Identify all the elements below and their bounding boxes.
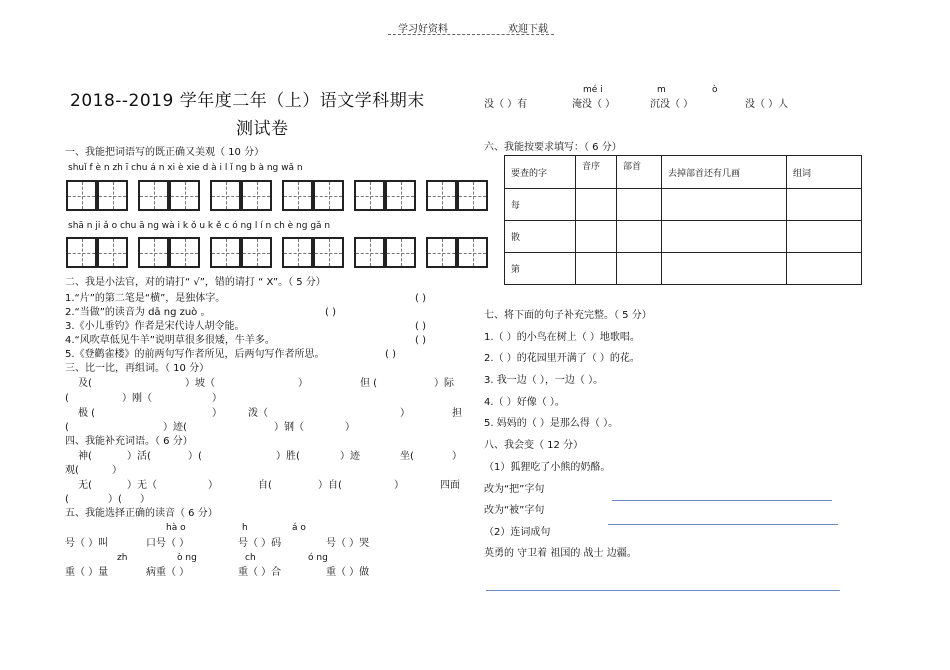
idiom-cell: ）无（ <box>127 480 157 491</box>
section-5-heading: 五、我能选择正确的读音（ 6 分） <box>65 508 218 519</box>
writing-box[interactable] <box>241 237 272 268</box>
compare-cell: ）迹( <box>163 422 187 433</box>
answer-line[interactable] <box>608 524 838 525</box>
table-header: 音序 <box>576 156 617 189</box>
table-cell[interactable] <box>787 189 862 221</box>
judge-item-1: 1.“片”的第二笔是“横”，是独体字。 <box>65 293 226 304</box>
answer-line[interactable] <box>486 590 840 591</box>
writing-box[interactable] <box>426 180 457 211</box>
page-title: 2018--2019 学年度二年（上）语文学科期末 <box>70 91 425 111</box>
writing-box[interactable] <box>282 237 313 268</box>
compare-cell: 担 <box>452 408 462 419</box>
judge-mark-4[interactable]: ( ) <box>415 335 426 346</box>
compare-cell: 极 ( <box>78 408 96 419</box>
sub-question-2: （2）连词成句 <box>484 527 551 538</box>
judge-item-5: 5.《登鹳雀楼》的前两句写作者所见，后两句写作者所思。 <box>65 349 325 360</box>
idiom-cell: ）迹 <box>340 451 360 462</box>
table-cell[interactable] <box>787 221 862 253</box>
pinyin-row-1: shuǐ f è n zh ī chu á n xi è xie d à i l ǐ ng b à ng wǎ n <box>68 163 303 173</box>
reading-item: 重（ ）合 <box>238 567 282 578</box>
table-row-char: 第 <box>505 253 576 285</box>
table-row-char: 每 <box>505 189 576 221</box>
word-list: 英勇的 守卫着 祖国的 战士 边疆。 <box>484 548 637 559</box>
compare-cell: ） <box>345 422 355 433</box>
table-cell[interactable] <box>576 253 617 285</box>
judge-item-3: 3.《小儿垂钓》作者是宋代诗人胡令能。 <box>65 321 245 332</box>
table-cell[interactable] <box>662 221 787 253</box>
section-7-heading: 七、将下面的句子补充完整。（ 5 分） <box>484 310 652 321</box>
idiom-cell: 神( <box>78 451 92 462</box>
idiom-cell: ） <box>208 480 218 491</box>
table-cell[interactable] <box>662 189 787 221</box>
idiom-cell: 自( <box>258 480 272 491</box>
compare-cell: ）钢（ <box>274 422 304 433</box>
pinyin-row-2: shā n ji ǎ o chu ā ng wà i k ǒ u k ě c ó ng l í n ch è ng gǎ n <box>68 221 331 231</box>
pinyin-hao2: h <box>242 523 248 533</box>
judge-item-4: 4.“风吹草低见牛羊”说明草很多很矮，牛羊多。 <box>65 335 275 346</box>
reading-item: 重（ ）做 <box>326 567 370 578</box>
idiom-cell: ）自( <box>318 480 342 491</box>
pinyin-chong2: ó ng <box>308 553 328 563</box>
idiom-cell: 观( <box>65 465 79 476</box>
idiom-cell: ( <box>65 494 69 505</box>
sentence-item-4: 4.（ ）好像（ ）。 <box>484 397 565 408</box>
reading-item: 没（ ）有 <box>484 99 528 110</box>
sentence-item-2: 2.（ ）的花园里开满了（ ）的花。 <box>484 353 640 364</box>
reading-item: 淹没（ ） <box>572 99 616 110</box>
compare-cell: ）际 <box>434 378 454 389</box>
reading-item: 重（ ）量 <box>65 567 109 578</box>
idiom-cell: ） <box>452 451 462 462</box>
table-header: 去掉部首还有几画 <box>662 156 787 189</box>
compare-cell: ） <box>212 408 222 419</box>
compare-cell: ） <box>212 393 222 404</box>
writing-box[interactable] <box>169 180 200 211</box>
table-cell[interactable] <box>617 253 662 285</box>
writing-box[interactable] <box>457 180 488 211</box>
writing-box[interactable] <box>241 180 272 211</box>
judge-item-2: 2.“当做”的读音为 dā ng zuò 。 <box>65 307 211 318</box>
writing-box[interactable] <box>66 180 97 211</box>
writing-box[interactable] <box>138 237 169 268</box>
bei-sentence-label: 改为“被”字句 <box>484 505 545 516</box>
table-header: 部首 <box>617 156 662 189</box>
judge-mark-1[interactable]: ( ) <box>415 293 426 304</box>
table-header: 要查的字 <box>505 156 576 189</box>
idiom-cell: ） <box>394 480 404 491</box>
compare-cell: 及( <box>78 378 92 389</box>
judge-mark-3[interactable]: ( ) <box>415 321 426 332</box>
writing-box[interactable] <box>169 237 200 268</box>
idiom-cell: ）活( <box>127 451 151 462</box>
writing-box[interactable] <box>426 237 457 268</box>
writing-box[interactable] <box>282 180 313 211</box>
idiom-cell: 坐( <box>400 451 414 462</box>
header-rule <box>388 34 554 35</box>
reading-item: 口号（ ） <box>146 538 190 549</box>
idiom-cell: ） <box>140 494 150 505</box>
section-8-heading: 八、我会变（ 12 分） <box>484 440 584 451</box>
table-cell[interactable] <box>576 221 617 253</box>
reading-item: 沉没（ ） <box>650 99 694 110</box>
compare-cell: ）坡（ <box>185 378 215 389</box>
pinyin-mo1: m <box>657 85 666 95</box>
compare-cell: 泼（ <box>248 408 268 419</box>
sentence-item-3: 3. 我一边（ ），一边（ ）。 <box>484 375 604 386</box>
compare-cell: ( <box>65 422 69 433</box>
section-6-heading: 六、我能按要求填写：（ 6 分） <box>484 142 622 153</box>
pinyin-hao3: á o <box>292 523 306 533</box>
reading-item: 号（ ）叫 <box>65 538 109 549</box>
idiom-cell: 无( <box>78 480 92 491</box>
compare-cell: ( <box>65 393 69 404</box>
idiom-cell: 四面 <box>440 480 460 491</box>
writing-box[interactable] <box>385 180 416 211</box>
table-row-char: 散 <box>505 221 576 253</box>
answer-line[interactable] <box>612 500 832 501</box>
idiom-cell: ） <box>112 465 122 476</box>
writing-box[interactable] <box>354 237 385 268</box>
header-right: 欢迎下载 <box>508 24 548 35</box>
section-3-heading: 三、比一比，再组词。（ 10 分） <box>65 363 210 374</box>
section-2-heading: 二、我是小法官，对的请打“ √”，错的请打 “ X”。（ 5 分） <box>65 277 326 288</box>
reading-item: 病重（ ） <box>146 567 190 578</box>
writing-box[interactable] <box>354 180 385 211</box>
writing-box[interactable] <box>313 237 344 268</box>
writing-box[interactable] <box>66 237 97 268</box>
reading-item: 号（ ）码 <box>238 538 282 549</box>
idiom-cell: ）( <box>188 451 202 462</box>
writing-box[interactable] <box>97 237 128 268</box>
writing-box[interactable] <box>313 180 344 211</box>
sub-question-1: （1）狐狸吃了小熊的奶酪。 <box>484 462 611 473</box>
page-title-line2: 测试卷 <box>236 119 289 139</box>
judge-mark-2[interactable]: ( ) <box>325 307 336 318</box>
header-left: 学习好资料 <box>398 24 448 35</box>
dictionary-table <box>504 155 862 285</box>
table-cell[interactable] <box>787 253 862 285</box>
compare-cell: 但 ( <box>360 378 378 389</box>
compare-cell: ） <box>400 408 410 419</box>
pinyin-chong1: ch <box>245 553 256 563</box>
writing-box[interactable] <box>457 237 488 268</box>
table-header: 组词 <box>787 156 862 189</box>
ba-sentence-label: 改为“把”字句 <box>484 484 545 495</box>
idiom-cell: ）( <box>108 494 122 505</box>
reading-item: 没（ ）人 <box>745 99 789 110</box>
writing-box[interactable] <box>210 237 241 268</box>
table-cell[interactable] <box>617 189 662 221</box>
judge-mark-5[interactable]: ( ) <box>385 349 396 360</box>
writing-box[interactable] <box>210 180 241 211</box>
writing-box[interactable] <box>385 237 416 268</box>
pinyin-zhong2: ò ng <box>177 553 197 563</box>
compare-cell: ）刚（ <box>122 393 152 404</box>
section-4-heading: 四、我能补充词语。（ 6 分） <box>65 436 193 447</box>
section-1-heading: 一、我能把词语写的既正确又美观（ 10 分） <box>65 147 265 158</box>
pinyin-hao1: hà o <box>166 523 186 533</box>
sentence-item-1: 1.（ ）的小鸟在树上（ ）地歌唱。 <box>484 332 640 343</box>
table-cell[interactable] <box>617 221 662 253</box>
compare-cell: ） <box>298 378 308 389</box>
pinyin-zhong1: zh <box>117 553 128 563</box>
table-cell[interactable] <box>662 253 787 285</box>
writing-box[interactable] <box>138 180 169 211</box>
sentence-item-5: 5. 妈妈的（ ）是那么得（ ）。 <box>484 418 619 429</box>
pinyin-mei: mé i <box>583 85 603 95</box>
writing-box[interactable] <box>97 180 128 211</box>
reading-item: 号（ ）哭 <box>326 538 370 549</box>
pinyin-mo2: ò <box>712 85 718 95</box>
table-cell[interactable] <box>576 189 617 221</box>
idiom-cell: ）胜( <box>276 451 300 462</box>
